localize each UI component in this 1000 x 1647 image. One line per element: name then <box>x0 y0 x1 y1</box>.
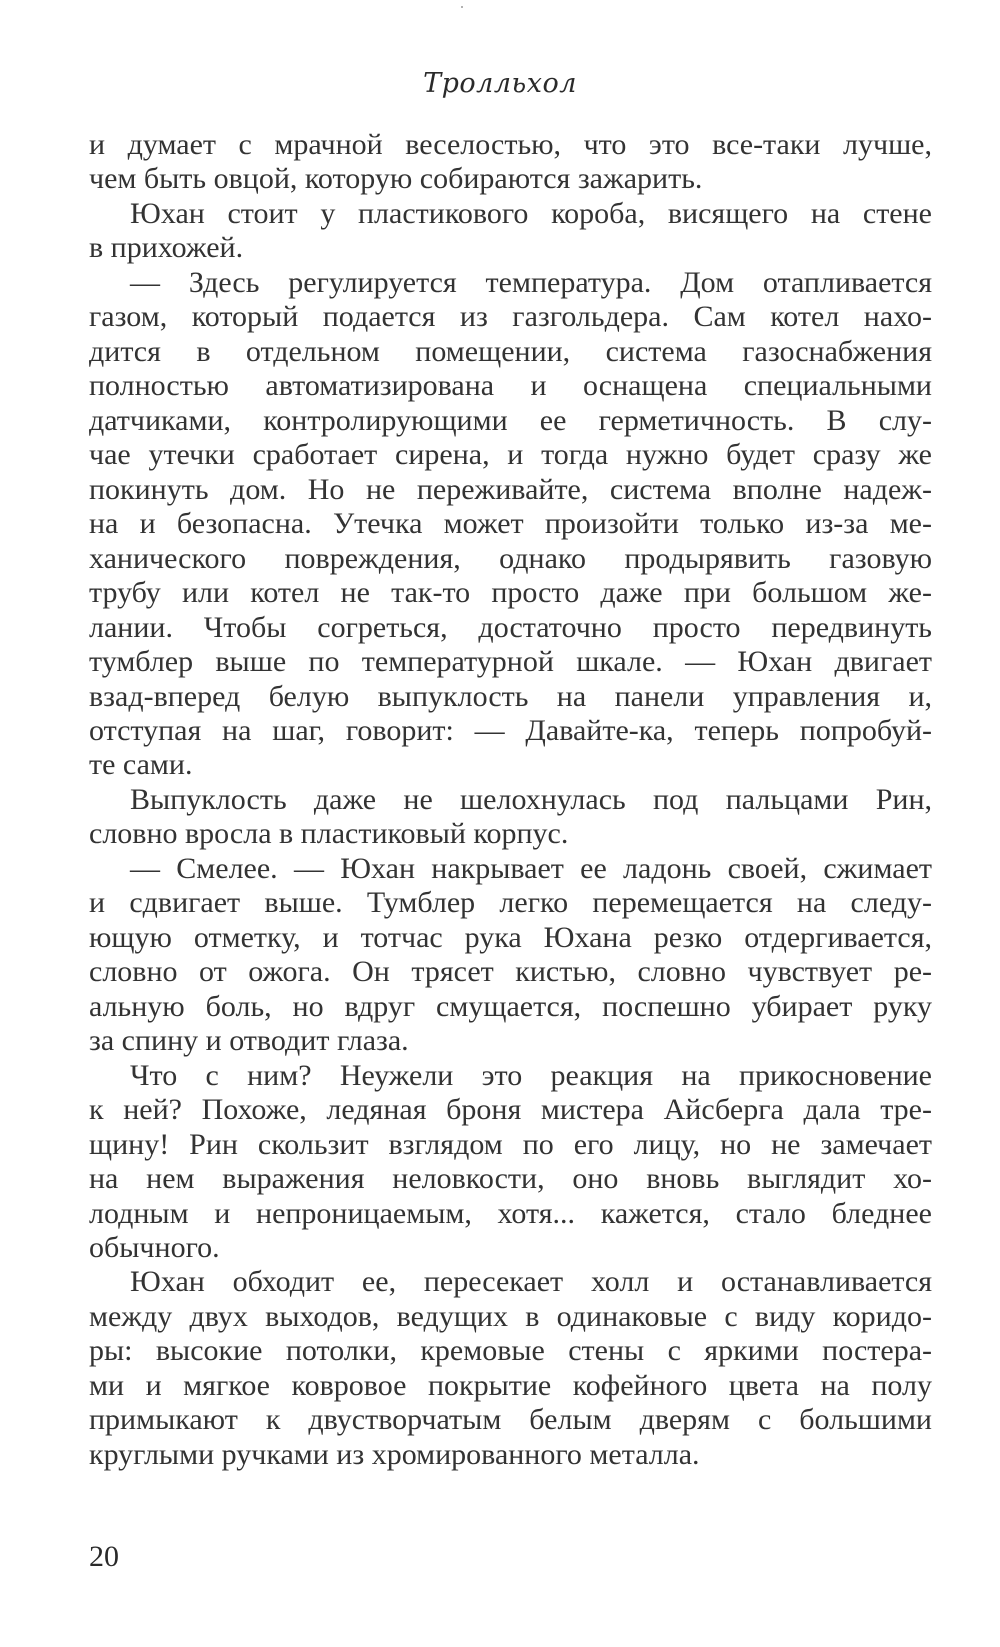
text-line: между двух выходов, ведущих в одинаковые с виду коридо- <box>89 1299 932 1333</box>
text-line: круглыми ручками из хромированного металла. <box>89 1437 700 1471</box>
text-line: за спину и отводит глаза. <box>89 1024 409 1058</box>
text-line: взад-вперед белую выпуклость на панели управления и, <box>89 679 932 713</box>
text-line: чем быть овцой, которую собираются зажарить. <box>89 162 703 196</box>
text-line: лодным и непроницаемым, хотя... кажется, стало бледнее <box>89 1196 932 1230</box>
text-line: примыкают к двустворчатым белым дверям с большими <box>89 1403 932 1437</box>
text-line: отступая на шаг, говорит: — Давайте-ка, теперь попробуй- <box>89 713 932 747</box>
text-line: обычного. <box>89 1231 220 1264</box>
text-line: — Смелее. — Юхан накрывает ее ладонь своей, сжимает <box>130 851 932 885</box>
text-line: — Здесь регулируется температура. Дом отапливается <box>130 265 932 299</box>
page-number: 20 <box>89 1540 119 1573</box>
text-line: тумблер выше по температурной шкале. — Юхан двигает <box>89 645 932 679</box>
body-text <box>89 128 932 1472</box>
text-line: Выпуклость даже не шелохнулась под пальцами Рин, <box>130 782 932 816</box>
text-line: словно вросла в пластиковый корпус. <box>89 817 569 851</box>
scan-speck <box>461 6 463 8</box>
text-line: датчиками, контролирующими ее герметичность. В слу- <box>89 403 932 437</box>
text-line: ющую отметку, и тотчас рука Юхана резко отдергивается, <box>89 920 932 954</box>
text-line: словно от ожога. Он трясет кистью, словно чувствует ре- <box>89 955 932 989</box>
running-title: Тролльхол <box>423 68 577 99</box>
text-line: полностью автоматизирована и оснащена специальными <box>89 369 932 403</box>
text-line: к ней? Похоже, ледяная броня мистера Айсберга дала тре- <box>89 1093 932 1127</box>
text-line: щину! Рин скользит взглядом по его лицу, но не замечает <box>89 1127 932 1161</box>
text-line: альную боль, но вдруг смущается, поспешно убирает руку <box>89 989 932 1023</box>
text-line: дится в отдельном помещении, система газоснабжения <box>89 334 932 368</box>
text-line: трубу или котел не так-то просто даже при большом же- <box>89 576 932 610</box>
text-line: на нем выражения неловкости, оно вновь выглядит хо- <box>89 1162 932 1196</box>
text-line: Юхан стоит у пластикового короба, висящего на стене <box>130 196 932 230</box>
text-line: чае утечки сработает сирена, и тогда нужно будет сразу же <box>89 438 932 472</box>
text-line: и думает с мрачной веселостью, что это все-таки лучше, <box>89 128 932 161</box>
text-line: на и безопасна. Утечка может произойти только из-за ме- <box>89 507 932 541</box>
text-line: в прихожей. <box>89 231 244 265</box>
text-line: лании. Чтобы согреться, достаточно просто передвинуть <box>89 610 932 644</box>
text-line: Юхан обходит ее, пересекает холл и останавливается <box>130 1265 932 1299</box>
text-line: и сдвигает выше. Тумблер легко перемещается на следу- <box>89 886 932 920</box>
text-line: ры: высокие потолки, кремовые стены с яркими постера- <box>89 1334 932 1368</box>
text-line: ханического повреждения, однако продырявить газовую <box>89 541 932 575</box>
text-line: те сами. <box>89 748 193 782</box>
text-line: газом, который подается из газгольдера. Сам котел нахо- <box>89 300 932 334</box>
text-line: покинуть дом. Но не переживайте, система вполне надеж- <box>89 472 932 506</box>
text-line: ми и мягкое ковровое покрытие кофейного цвета на полу <box>89 1368 932 1402</box>
text-line: Что с ним? Неужели это реакция на прикосновение <box>130 1058 932 1092</box>
